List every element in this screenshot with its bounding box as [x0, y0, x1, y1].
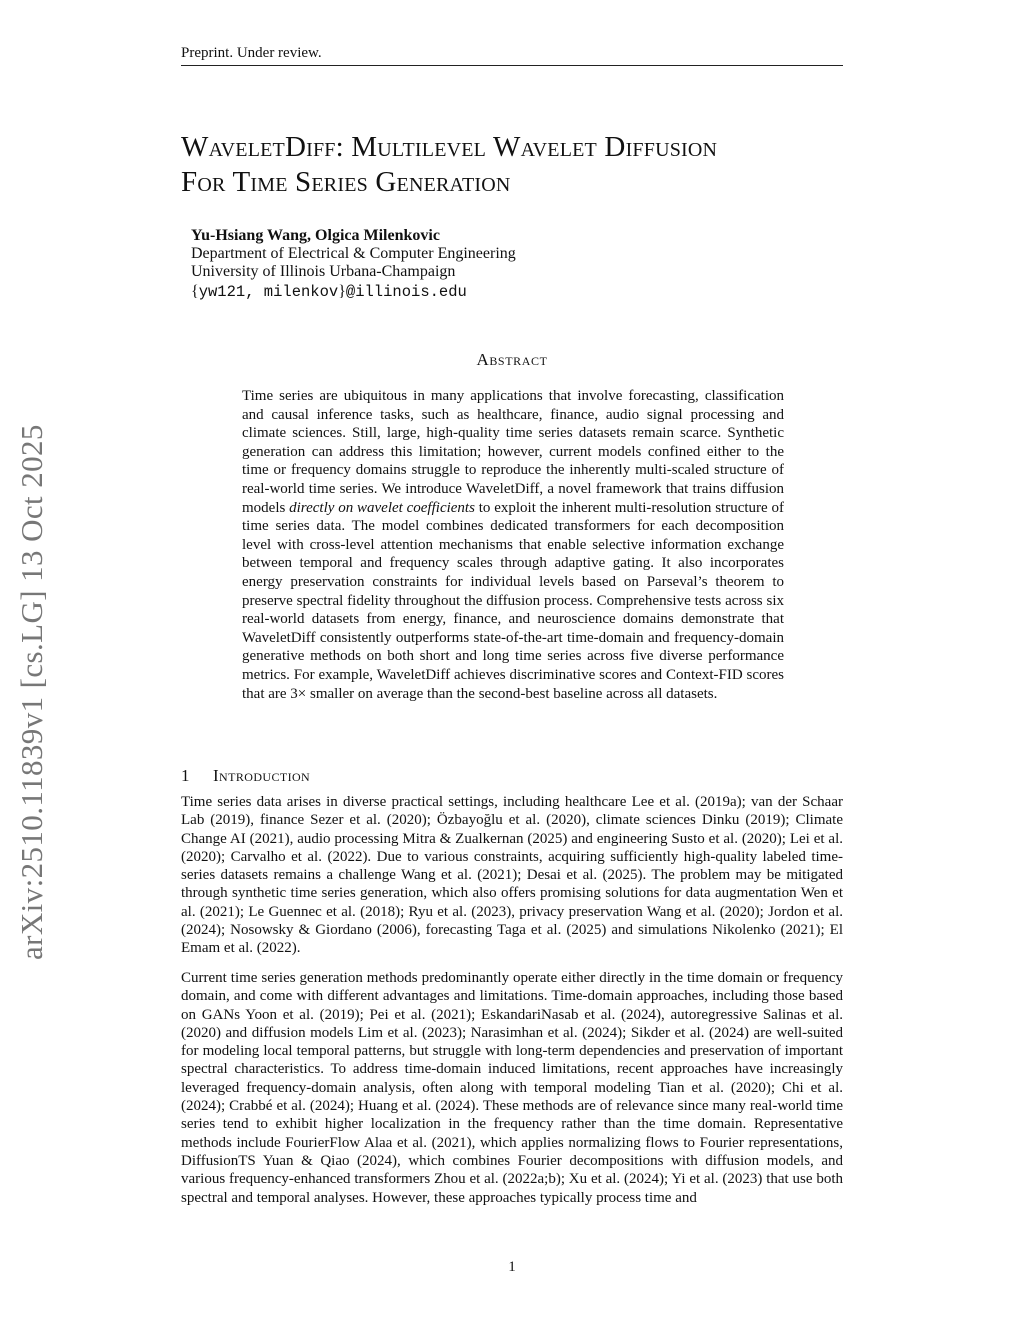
affiliation-university: University of Illinois Urbana-Champaign — [191, 263, 456, 280]
abstract-heading: Abstract — [476, 350, 548, 369]
paper-title — [181, 130, 851, 200]
email-domain: @illinois.edu — [345, 283, 467, 301]
page-number: 1 — [508, 1259, 516, 1275]
email-users: yw121, milenkov — [198, 283, 339, 301]
abstract-emphasis: directly on wavelet coefficients — [289, 499, 475, 516]
header-rule — [181, 65, 843, 66]
abstract-text-end: to exploit the inherent multi-resolution structure of time series data. The model combines dedicated transformers for each decomposition level with cross-level attention mechanisms that enable selective information exchange between temporal and frequency scales through adaptive gating. It also incorporates energy preservation constraints for individual levels based on Parseval’s theorem to preserve spectral fidelity throughout the diffusion process. Comprehensive tests across six real-world datasets from energy, finance, and neuroscience domains demonstrate that WaveletDiff consistently outperforms state-of-the-art time-domain and frequency-domain generative methods on both short and long time series across five diverse performance metrics. For example, WaveletDiff achieves discriminative scores and Context-FID scores that are 3× smaller on average than the second-best baseline across all datasets. — [242, 499, 784, 702]
intro-paragraph-1: Time series data arises in diverse practical settings, including healthcare Lee et al. (2019a); van der Schaar Lab (2019), finance Sezer et al. (2020); Özbayoğlu et al. (2020), climate sciences Dinku (2019); Climate Change AI (2021), audio processing Mitra & Zualkernan (2025) and engineering Susto et al. (2020); Lei et al. (2020); Carvalho et al. (2022). Due to various constraints, acquiring sufficiently high-quality labeled time-series datasets remains a challenge Wang et al. (2021); Desai et al. (2025). The problem may be mitigated through synthetic time series generation, which also offers promising solutions for data augmentation Wen et al. (2021); Le Guennec et al. (2018); Ryu et al. (2023), privacy preservation Wang et al. (2020); Jordon et al. (2024); Nosowsky & Giordano (2006), forecasting Taga et al. (2025) and simulations Nikolenko (2021); El Emam et al. (2022). — [181, 794, 843, 957]
paper-title-line-2: For Time Series Generation — [181, 166, 511, 198]
section-number: 1 — [181, 766, 190, 785]
section-title: Introduction — [213, 766, 311, 785]
email-brace-open: { — [191, 283, 199, 300]
email-brace-close: } — [338, 283, 346, 300]
affiliation-department: Department of Electrical & Computer Engineering — [191, 245, 516, 262]
section-heading-introduction — [181, 766, 310, 786]
abstract-text-start: Time series are ubiquitous in many applications that involve forecasting, classification and causal inference tasks, such as healthcare, finance, audio signal processing and climate sciences. Still, large, high-quality time series datasets remain scarce. Synthetic generation can address this limitation; however, current models confined either to the time or frequency domains struggle to reproduce the inherently multi-scaled structure of real-world time series. We introduce WaveletDiff, a novel framework that trains diffusion models — [242, 388, 784, 516]
running-header: Preprint. Under review. — [181, 45, 322, 61]
paper-title-line-1: WaveletDiff: Multilevel Wavelet Diffusion — [181, 131, 718, 163]
abstract-body — [242, 387, 784, 703]
arxiv-identifier-stamp[interactable]: arXiv:2510.11839v1 [cs.LG] 13 Oct 2025 — [14, 424, 49, 960]
author-emails[interactable] — [191, 282, 467, 302]
author-names: Yu-Hsiang Wang, Olgica Milenkovic — [191, 227, 440, 244]
intro-paragraph-2: Current time series generation methods predominantly operate either directly in the time domain or frequency domain, and come with different advantages and limitations. Time-domain approaches, including those based on GANs Yoon et al. (2019); Pei et al. (2021); EskandariNasab et al. (2024), autoregressive Salinas et al. (2020) and diffusion models Lim et al. (2023); Narasimhan et al. (2024); Sikder et al. (2024) are well-suited for modeling local temporal patterns, but struggle with long-term dependencies and preservation of important spectral characteristics. To address time-domain induced limitations, recent approaches have increasingly leveraged frequency-domain analysis, often along with temporal modeling Tian et al. (2020); Chi et al. (2024); Crabbé et al. (2024); Huang et al. (2024). These methods are of relevance since many real-world time series tend to exhibit higher localization in the frequency rather than the time domain. Representative methods include FourierFlow Alaa et al. (2021), which applies normalizing flows to Fourier representations, DiffusionTS Yuan & Qiao (2024), which combines Fourier decompositions with diffusion models, and various frequency-enhanced transformers Zhou et al. (2022a;b); Xu et al. (2024); Yi et al. (2023) that use both spectral and temporal analyses. However, these approaches typically process time and — [181, 970, 843, 1206]
